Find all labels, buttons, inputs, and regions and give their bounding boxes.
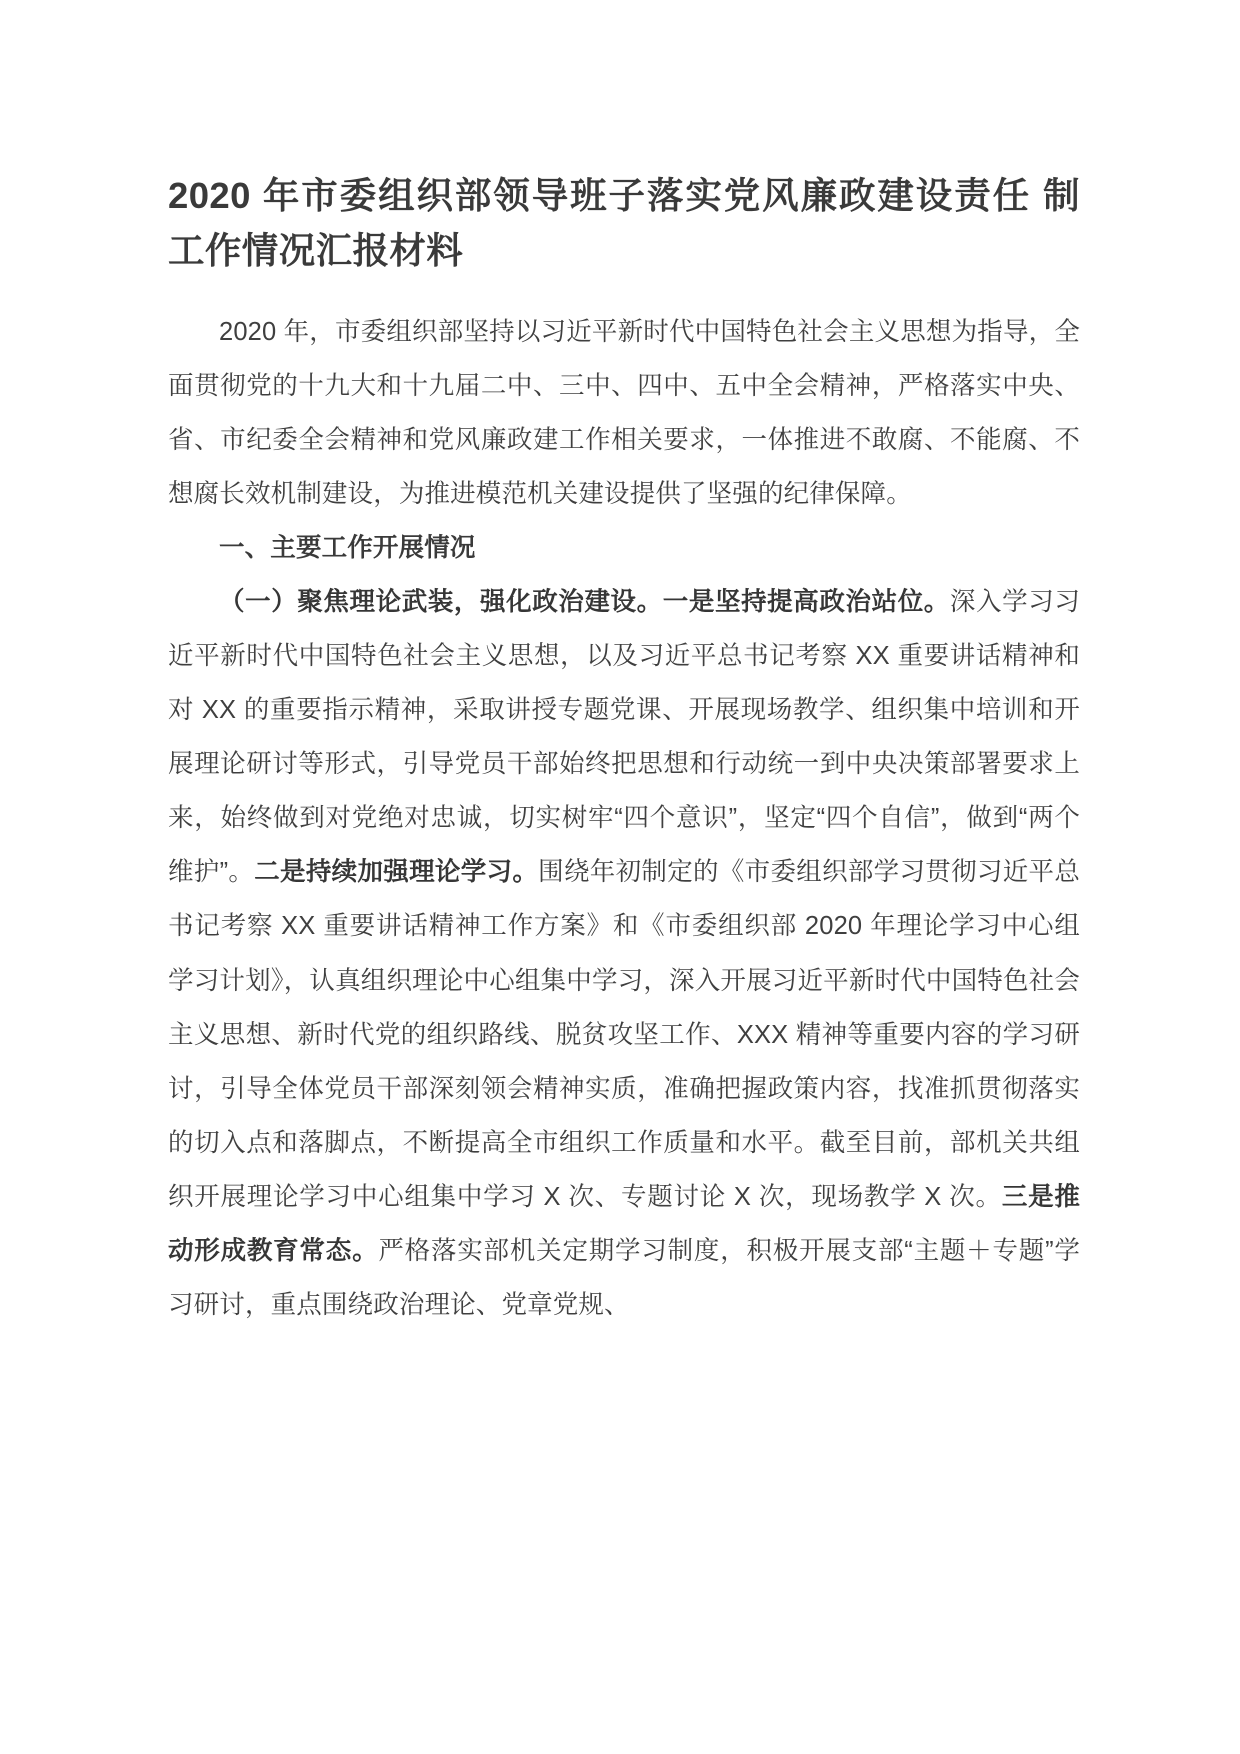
subsection-bold-2: 二是持续加强理论学习。 <box>254 858 539 887</box>
subsection-text-3: 严格落实部机关定期学习制度，积极开展支部“主题＋专题”学习研讨，重点围绕政治理论、党章党规、 <box>168 1236 1081 1319</box>
opening-paragraph: 2020 年，市委组织部坚持以习近平新时代中国特色社会主义思想为指导，全面贯彻党的十九大和十九届二中、三中、四中、五中全会精神，严格落实中央、省、市纪委全会精神和党风廉政建工作相关要求，一体推进不敢腐、不能腐、不想腐长效机制建设，为推进模范机关建设提供了坚强的纪律保障。 <box>168 317 1080 509</box>
page-title <box>168 168 1080 279</box>
subsection-bold-3: 三是推动形成教育常态。 <box>168 1182 1080 1265</box>
section-heading-1: 一、主要工作开展情况 <box>219 534 476 563</box>
page-title-line-1: 2020 年市委组织部领导班子落实党风廉政建设责任 <box>168 175 1032 216</box>
page-title-line-2: 制工作情况汇报材料 <box>168 175 1081 272</box>
subsection-text-2: 围绕年初制定的《市委组织部学习贯彻习近平总书记考察 XX 重要讲话精神工作方案》和《市委组织部 2020 年理论学习中心组学习计划》，认真组织理论中心组集中学习，深入开展习近平新时代中国特色社会主义思想、新时代党的组织路线、脱贫攻坚工作、XXX 精神等重要内容的学习研讨，引导全体党员干部深刻领会精神实质，准确把握政策内容，找准抓贯彻落实的切入点和落脚点，不断提高全市组织工作质量和水平。截至目前，部机关共组织开展理论学习中心组集中学习 X 次、专题讨论 X 次，现场教学 X 次。 <box>168 858 1081 1211</box>
subsection-paragraph-1 <box>168 575 1080 1332</box>
subsection-text-1: 深入学习习近平新时代中国特色社会主义思想，以及习近平总书记考察 XX 重要讲话精神和对 XX 的重要指示精神，采取讲授专题党课、开展现场教学、组织集中培训和开展理论研讨等形式，引导党员干部始终把思想和行动统一到中央决策部署要求上来，始终做到对党绝对忠诚，切实树牢“四个意识”，坚定“四个自信”，做到“两个维护”。 <box>168 588 1080 887</box>
subsection-lead-bold: （一）聚焦理论武装，强化政治建设。一是坚持提高政治站位。 <box>219 588 950 617</box>
